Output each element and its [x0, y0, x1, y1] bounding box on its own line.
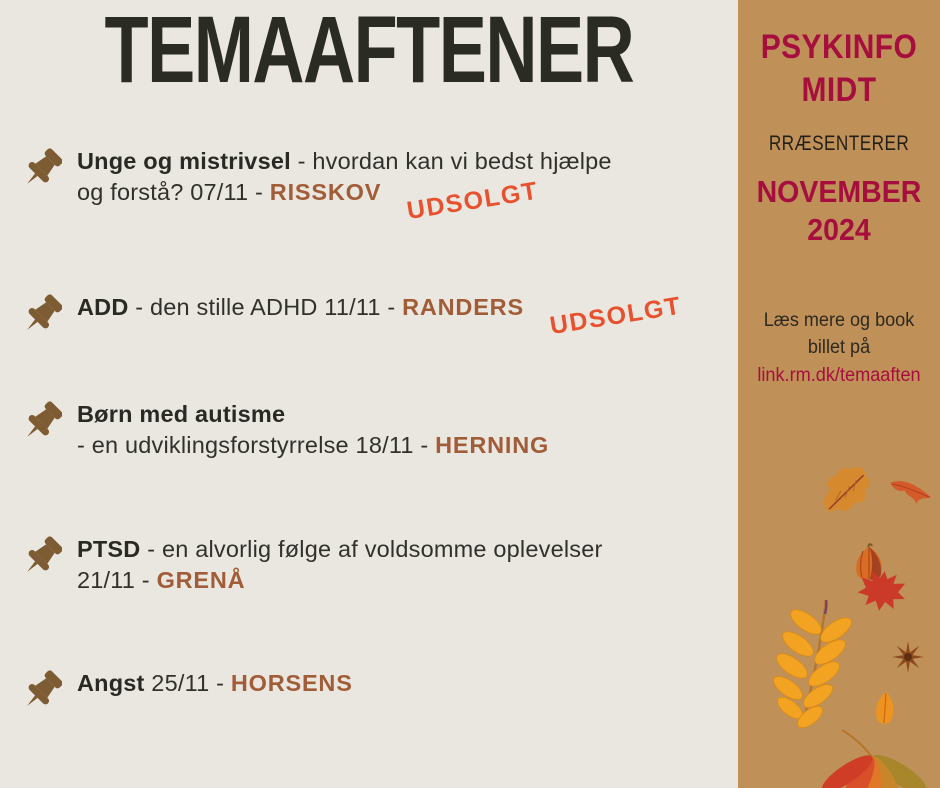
event-description: - en udviklingsforstyrrelse 18/11 -	[77, 432, 436, 458]
event-location: HERNING	[435, 432, 550, 458]
cta-text	[743, 307, 935, 361]
cta-line-2: billet på	[807, 337, 871, 358]
event-item-unge-og-mistrivsel	[22, 146, 722, 226]
month-line-2: 2024	[807, 212, 871, 247]
event-line	[77, 176, 612, 226]
event-location: RANDERS	[402, 294, 524, 320]
sold-out-badge: UDSOLGT	[547, 291, 684, 341]
pushpin-icon	[22, 535, 62, 579]
red-leaf-icon	[885, 477, 934, 516]
cta-line-1: Læs mere og book	[763, 310, 915, 331]
event-date: og forstå? 07/11 -	[77, 179, 270, 205]
event-date: 21/11 -	[77, 567, 157, 593]
event-name: Unge og mistrivsel	[77, 148, 291, 174]
event-date: 25/11 -	[144, 670, 231, 696]
event-line	[77, 146, 612, 177]
event-name: PTSD	[77, 536, 141, 562]
pushpin-icon	[22, 400, 62, 444]
event-item-ptsd	[22, 534, 722, 596]
event-text	[77, 534, 603, 596]
star-anise-icon	[891, 640, 925, 674]
month-line-1: NOVEMBER	[756, 174, 922, 209]
page-title	[0, 0, 738, 103]
month-title	[746, 173, 932, 249]
event-item-born-med-autisme	[22, 399, 722, 461]
pushpin-icon	[22, 293, 62, 337]
event-description: - den stille ADHD 11/11 -	[128, 294, 403, 320]
brand-title	[750, 26, 928, 112]
sold-out-badge: UDSOLGT	[405, 176, 541, 226]
event-line	[77, 291, 684, 341]
event-location: GRENÅ	[156, 567, 246, 593]
booking-link[interactable]: link.rm.dk/temaaften	[757, 364, 921, 386]
event-text	[77, 668, 353, 699]
event-location: RISSKOV	[269, 179, 382, 205]
event-line	[77, 565, 603, 596]
brand-line-2: MIDT	[801, 71, 877, 109]
event-text	[77, 399, 549, 461]
event-item-angst	[22, 668, 722, 713]
event-line	[77, 430, 549, 461]
presents-label: RRÆSENTERER	[768, 132, 910, 155]
pushpin-icon	[22, 669, 62, 713]
event-line	[77, 534, 603, 565]
event-name: ADD	[77, 294, 129, 320]
event-line	[77, 399, 549, 430]
page-title-text: TEMAAFTENER	[104, 0, 634, 103]
pushpin-icon	[22, 147, 62, 191]
event-location: HORSENS	[230, 670, 353, 696]
event-text	[77, 146, 612, 226]
event-text	[77, 291, 684, 341]
event-description: - hvordan kan vi bedst hjælpe	[290, 148, 612, 174]
creeper-leaf-icon	[812, 712, 934, 788]
event-name: Børn med autisme	[77, 401, 286, 427]
brand-line-1: PSYKINFO	[760, 28, 918, 66]
event-item-add	[22, 291, 722, 341]
event-line	[77, 668, 353, 699]
maple-leaf-icon	[853, 566, 910, 615]
event-name: Angst	[77, 670, 145, 696]
event-description: - en alvorlig følge af voldsomme oplevelser	[140, 536, 603, 562]
